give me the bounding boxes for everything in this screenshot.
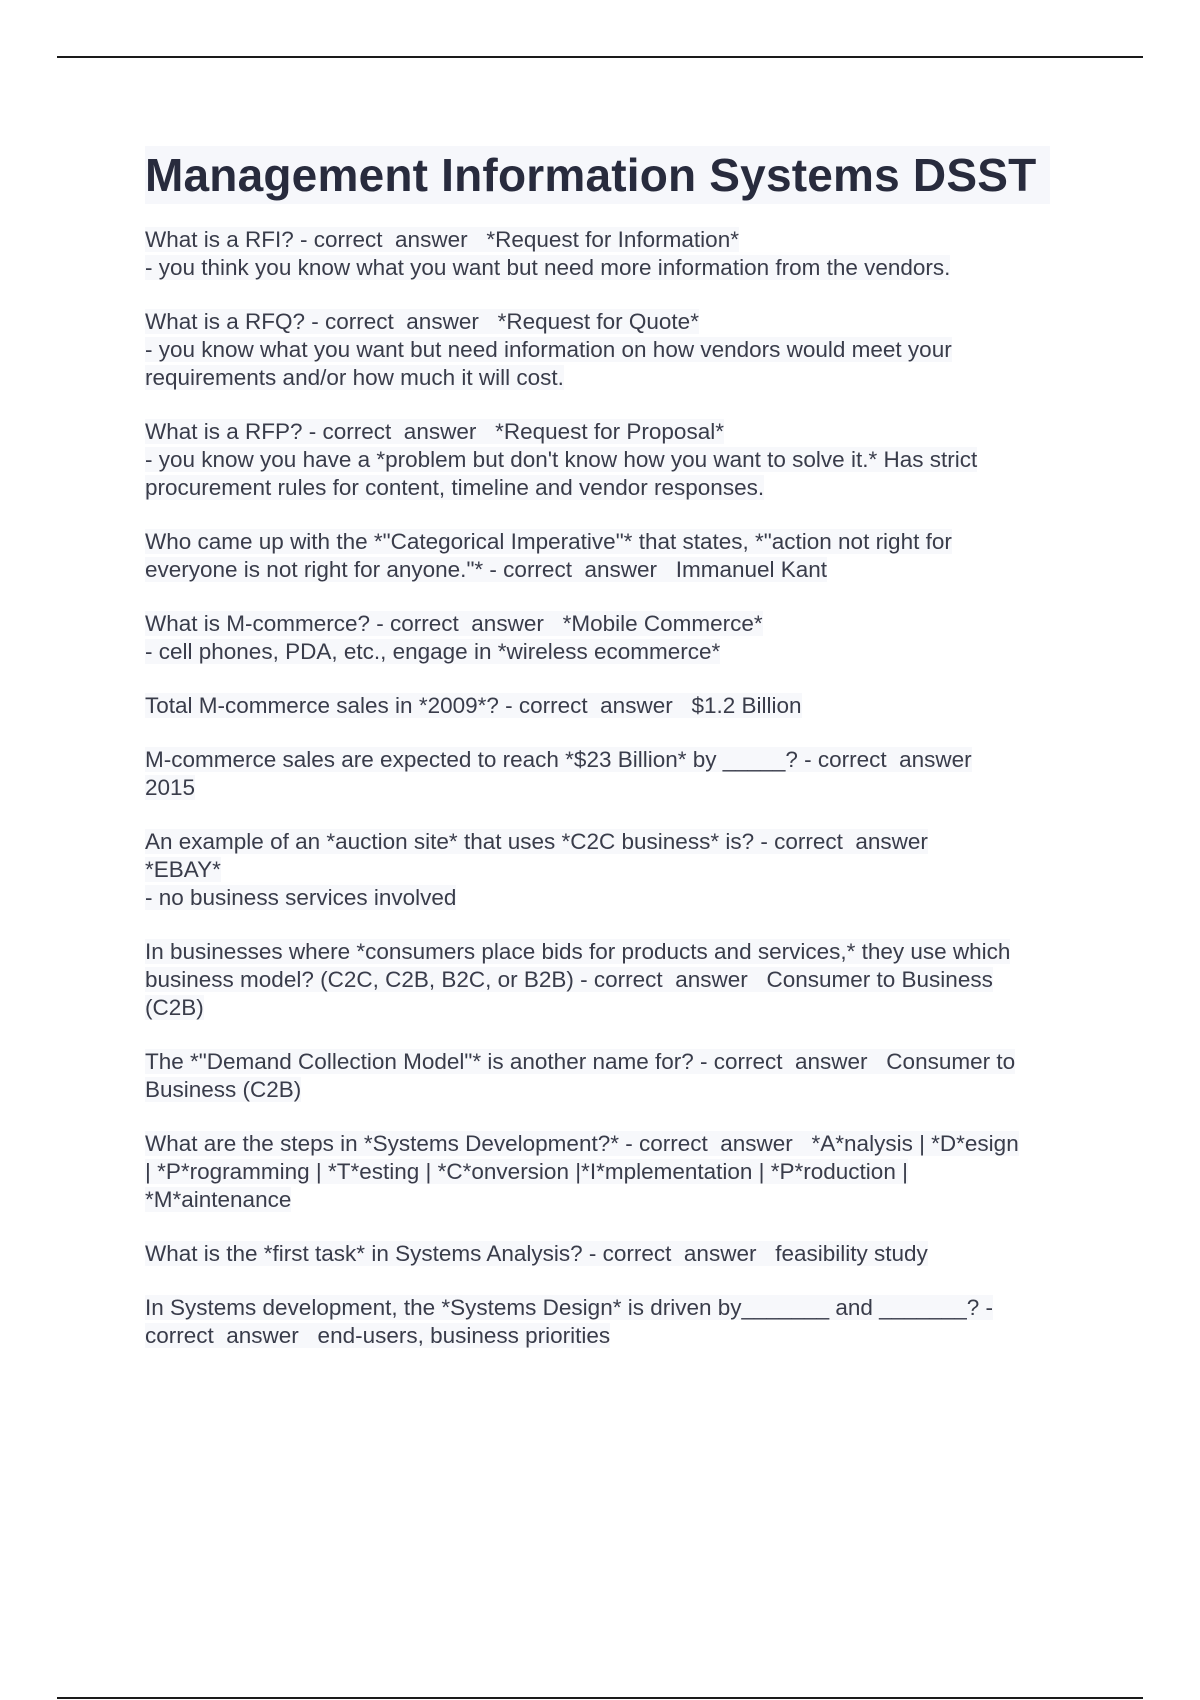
qa-line: Business (C2B): [145, 1077, 302, 1102]
qa-item: [145, 1240, 1090, 1268]
qa-line: In businesses where *consumers place bids for products and services,* they use which: [145, 939, 1011, 964]
qa-item: [145, 938, 1090, 1022]
qa-item: [145, 828, 1090, 912]
qa-line: Total M-commerce sales in *2009*? - correct answer $1.2 Billion: [145, 693, 802, 718]
qa-line: What is M-commerce? - correct answer *Mobile Commerce*: [145, 611, 763, 636]
qa-item: [145, 746, 1090, 802]
qa-line: business model? (C2C, C2B, B2C, or B2B) - correct answer Consumer to Business: [145, 967, 993, 992]
qa-line: M-commerce sales are expected to reach *$23 Billion* by _____? - correct answer: [145, 747, 972, 772]
qa-item: [145, 308, 1090, 392]
qa-line: What is the *first task* in Systems Analysis? - correct answer feasibility study: [145, 1241, 928, 1266]
qa-item: [145, 418, 1090, 502]
qa-line: everyone is not right for anyone."* - correct answer Immanuel Kant: [145, 557, 828, 582]
document-title: Management Information Systems DSST: [145, 146, 1050, 204]
qa-item: [145, 226, 1090, 282]
qa-list: [145, 226, 1090, 1350]
qa-line: What is a RFI? - correct answer *Request for Information*: [145, 227, 739, 252]
qa-line: correct answer end-users, business priorities: [145, 1323, 611, 1348]
qa-line: In Systems development, the *Systems Design* is driven by_______ and _______? -: [145, 1295, 994, 1320]
bottom-rule: [57, 1697, 1143, 1699]
qa-item: [145, 1048, 1090, 1104]
document-body: [145, 146, 1090, 1376]
qa-item: [145, 1130, 1090, 1214]
qa-line: - you know what you want but need information on how vendors would meet your: [145, 337, 952, 362]
qa-line: (C2B): [145, 995, 204, 1020]
qa-line: What is a RFP? - correct answer *Request for Proposal*: [145, 419, 724, 444]
qa-line: An example of an *auction site* that uses *C2C business* is? - correct answer: [145, 829, 928, 854]
qa-line: - no business services involved: [145, 885, 457, 910]
qa-line: - cell phones, PDA, etc., engage in *wireless ecommerce*: [145, 639, 721, 664]
qa-line: What is a RFQ? - correct answer *Request for Quote*: [145, 309, 699, 334]
qa-line: *EBAY*: [145, 857, 221, 882]
qa-item: [145, 692, 1090, 720]
qa-line: procurement rules for content, timeline and vendor responses.: [145, 475, 765, 500]
qa-line: - you know you have a *problem but don't know how you want to solve it.* Has strict: [145, 447, 978, 472]
qa-line: Who came up with the *"Categorical Imperative"* that states, *"action not right for: [145, 529, 952, 554]
qa-line: What are the steps in *Systems Development?* - correct answer *A*nalysis | *D*esign: [145, 1131, 1019, 1156]
qa-item: [145, 1294, 1090, 1350]
qa-item: [145, 528, 1090, 584]
qa-line: 2015: [145, 775, 196, 800]
qa-item: [145, 610, 1090, 666]
top-rule: [57, 56, 1143, 58]
qa-line: | *P*rogramming | *T*esting | *C*onversion |*I*mplementation | *P*roduction |: [145, 1159, 908, 1184]
qa-line: - you think you know what you want but need more information from the vendors.: [145, 255, 951, 280]
qa-line: The *"Demand Collection Model"* is another name for? - correct answer Consumer to: [145, 1049, 1016, 1074]
qa-line: *M*aintenance: [145, 1187, 292, 1212]
qa-line: requirements and/or how much it will cost.: [145, 365, 564, 390]
